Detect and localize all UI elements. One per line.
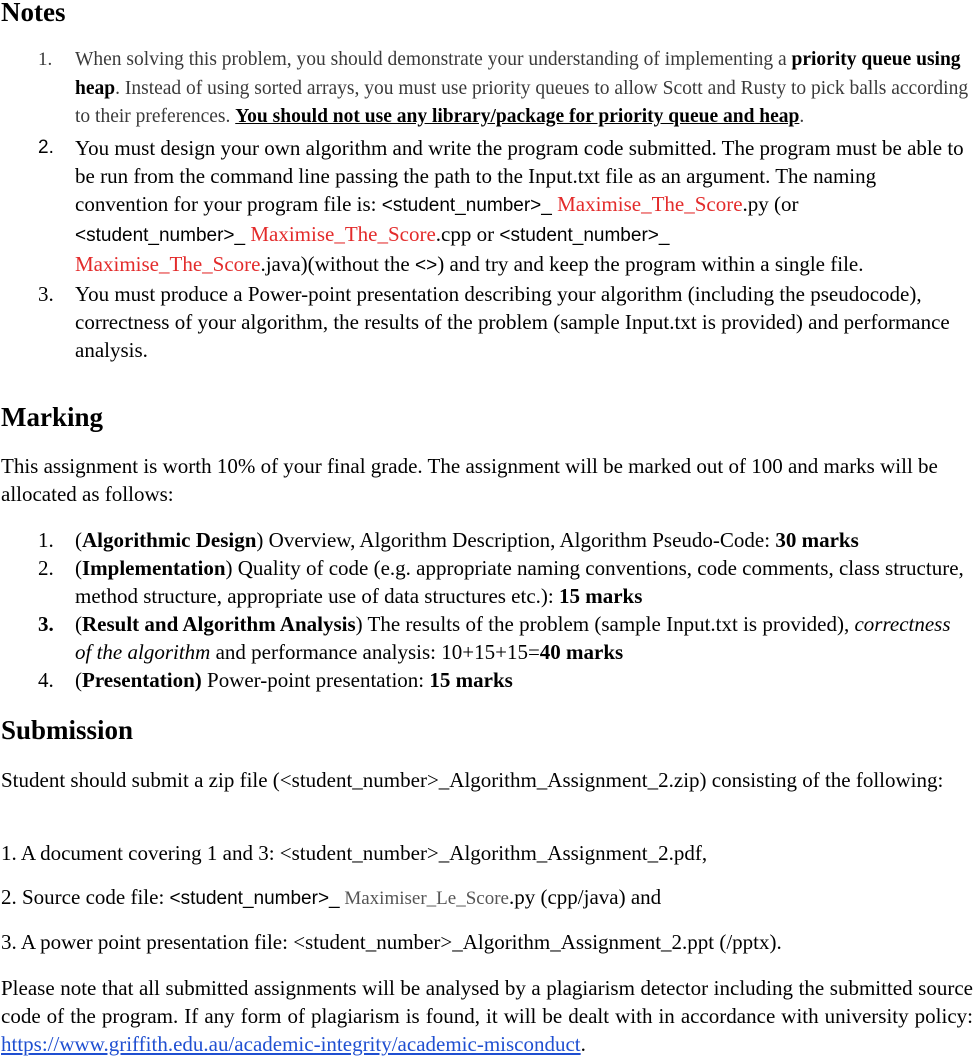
notes-item-1-text-a: When solving this problem, you should demonstrate your understanding of implementing a <box>75 49 792 70</box>
marking-item-4-label: Presentation) <box>82 668 202 692</box>
notes-item-2-text-b: .py (or <box>742 191 799 216</box>
marking-item-2-text: ) Quality of code (e.g. appropriate naming conventions, code comments, class structure, method structure, appropriate use of data structures etc.): <box>75 556 964 608</box>
notes-item-2-number: 2. <box>38 136 54 158</box>
marking-heading: Marking <box>1 402 104 432</box>
notes-item-2-text-c: .cpp or <box>435 221 500 246</box>
notes-item-3-number: 3. <box>38 281 54 306</box>
notes-item-2-student-a: <student_number>_ <box>381 194 552 216</box>
marking-item-3-open: ( <box>75 612 82 636</box>
submission-line-2 <box>1 883 973 913</box>
submission-intro: Student should submit a zip file (<student_number>_Algorithm_Assignment_2.zip) consisting of the following: <box>1 768 944 792</box>
marking-item-1-text: ) Overview, Algorithm Description, Algorithm Pseudo-Code: <box>256 528 776 552</box>
marking-item-2-marks: 15 marks <box>558 584 643 608</box>
marking-item-3 <box>0 610 972 666</box>
marking-item-2-label: Implementation <box>82 556 226 580</box>
marking-item-1-label: Algorithmic Design <box>82 528 257 552</box>
notes-item-2 <box>0 134 972 280</box>
notes-list <box>0 46 972 364</box>
marking-intro: This assignment is worth 10% of your final grade. The assignment will be marked out of 100 and marks will be allocated as follows: <box>1 454 938 506</box>
notes-item-2-filename-b: Maximise_The_Score <box>245 221 436 246</box>
notes-item-1-text-c: . <box>799 106 805 127</box>
submission-heading: Submission <box>1 715 134 745</box>
submission-line-1: 1. A document covering 1 and 3: <student_number>_Algorithm_Assignment_2.pdf, <box>1 841 708 865</box>
marking-item-3-text-a: ) The results of the problem (sample Input.txt is provided), <box>355 612 855 636</box>
submission-line-2-filename: Maximiser_Le_Score <box>339 888 509 909</box>
plagiarism-text: Please note that all submitted assignments will be analysed by a plagiarism detector including the submitted source code of the program. If any form of plagiarism is found, it will be dealt with in accordance with university policy: <box>1 976 973 1028</box>
submission-line-2-student: <student_number>_ <box>169 888 340 909</box>
notes-item-1-bold-underline: You should not use any library/package for priority queue and heap <box>235 106 800 127</box>
marking-item-4 <box>0 666 972 694</box>
marking-item-1-number: 1. <box>38 528 54 552</box>
notes-item-2-filename-c: Maximise_The_Score <box>75 251 261 276</box>
plagiarism-end: . <box>580 1032 586 1056</box>
notes-item-3 <box>0 280 972 364</box>
marking-item-1-open: ( <box>75 528 82 552</box>
notes-item-2-text-a: You must design your own algorithm and write the program code submitted. The program must be able to be run from the command line passing the path to the Input.txt file as an argument. The naming convention for your program file is: <box>75 135 964 216</box>
marking-item-3-italic: correctness of the algorithm <box>75 612 951 664</box>
submission-line-3: 3. A power point presentation file: <student_number>_Algorithm_Assignment_2.ppt (/pptx). <box>1 930 782 954</box>
notes-item-1-bold-a: priority queue using heap <box>75 49 961 99</box>
marking-item-4-text: Power-point presentation: <box>201 668 430 692</box>
marking-item-4-marks: 15 marks <box>429 668 513 692</box>
notes-item-2-filename-a: Maximise_The_Score <box>551 191 743 216</box>
marking-item-2-open: ( <box>75 556 82 580</box>
submission-line-2-d: .py (cpp/java) and <box>508 885 662 909</box>
misconduct-policy-link[interactable]: https://www.griffith.edu.au/academic-integrity/academic-misconduct <box>1 1032 581 1056</box>
notes-item-2-student-b: <student_number>_ <box>75 224 246 246</box>
notes-item-3-text: You must produce a Power-point presentation describing your algorithm (including the pseudocode), correctness of your algorithm, the results of the problem (sample Input.txt is provided) and performance analysis. <box>75 281 950 362</box>
notes-item-2-student-c: <student_number>_ <box>499 224 670 246</box>
marking-item-1-marks: 30 marks <box>775 528 859 552</box>
plagiarism-notice <box>1 974 973 1058</box>
marking-item-3-number: 3. <box>38 612 54 636</box>
marking-item-3-text-b: and performance analysis: 10+15+15= <box>210 640 540 664</box>
marking-item-4-open: ( <box>75 668 82 692</box>
marking-item-3-marks: 40 marks <box>539 640 624 664</box>
marking-item-4-number: 4. <box>38 668 54 692</box>
notes-item-1-text-b: . Instead of using sorted arrays, you must use priority queues to allow Scott and Rusty to pick balls according to their preferences. <box>75 77 969 127</box>
notes-heading: Notes <box>1 0 66 27</box>
marking-item-2-number: 2. <box>38 556 54 580</box>
notes-item-2-angle: <> <box>415 254 438 276</box>
marking-item-1 <box>0 526 972 554</box>
notes-item-2-text-e: ) and try and keep the program within a single file. <box>437 251 864 276</box>
marking-list <box>0 526 972 694</box>
notes-item-2-text-d: .java)(without the <box>260 251 415 276</box>
notes-item-1-number: 1. <box>38 49 53 70</box>
submission-line-2-a: 2. Source code file: <box>1 885 170 909</box>
notes-item-1 <box>0 46 972 132</box>
marking-item-2 <box>0 554 972 610</box>
marking-item-3-label: Result and Algorithm Analysis <box>82 612 356 636</box>
